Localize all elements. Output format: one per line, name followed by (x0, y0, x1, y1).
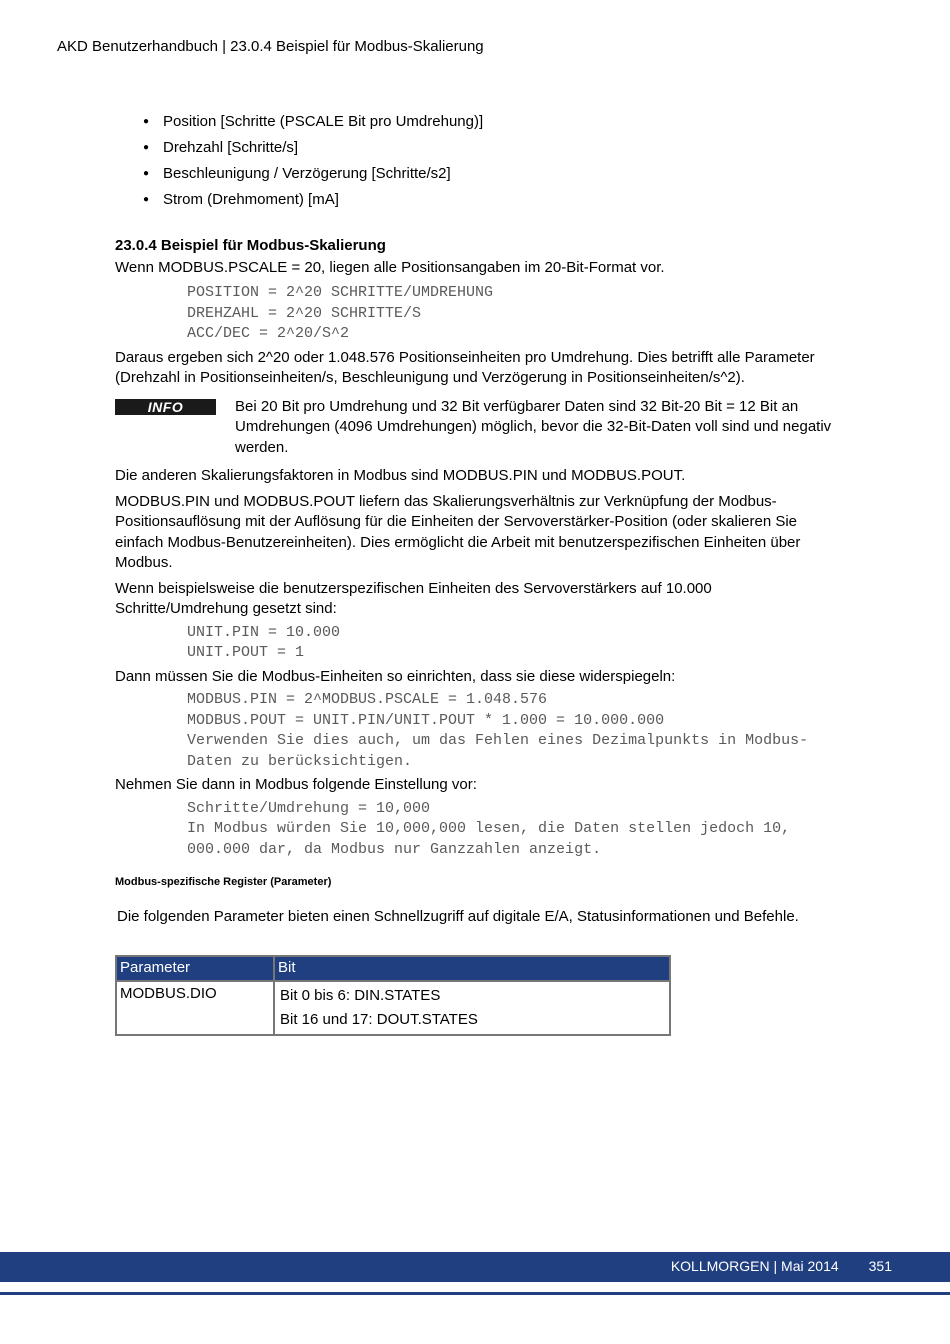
code-line: UNIT.POUT = 1 (187, 644, 305, 661)
registers-lead: Die folgenden Parameter bieten einen Schnellzugriff auf digitale E/A, Statusinformationen und Befehle. (117, 907, 799, 925)
intro-paragraph: Wenn MODBUS.PSCALE = 20, liegen alle Positionsangaben im 20-Bit-Format vor. (115, 258, 665, 276)
code-block-scaling (115, 283, 835, 345)
list-item: ● Drehzahl [Schritte/s] (115, 138, 835, 159)
column-header-parameter: Parameter (116, 956, 274, 981)
column-header-bit: Bit (274, 956, 670, 981)
page-number: 351 (868, 1258, 892, 1274)
code-line: In Modbus würden Sie 10,000,000 lesen, die Daten stellen jedoch 10, 000.000 dar, da Modbus nur Ganzzahlen anzeigt. (187, 820, 800, 858)
table-header-row (116, 956, 670, 981)
paragraph: Wenn beispielsweise die benutzerspezifischen Einheiten des Servoverstärkers auf 10.000 Schritte/Umdrehung gesetzt sind: (115, 579, 712, 617)
page-footer (0, 1252, 950, 1282)
page-header: AKD Benutzerhandbuch | 23.0.4 Beispiel für Modbus-Skalierung (57, 38, 484, 55)
footer-text: KOLLMORGEN | Mai 2014 (670, 1258, 839, 1274)
bit-entry: Bit 0 bis 6: DIN.STATES (280, 986, 441, 1004)
code-line: POSITION = 2^20 SCHRITTE/UMDREHUNG (187, 284, 494, 301)
footer-rule (0, 1292, 950, 1295)
code-line: UNIT.PIN = 10.000 (187, 623, 341, 641)
list-item: ● Strom (Drehmoment) [mA] (115, 190, 835, 211)
list-item: ● Position [Schritte (PSCALE Bit pro Umdrehung)] (115, 112, 835, 133)
paragraph: Dann müssen Sie die Modbus-Einheiten so einrichten, dass sie diese widerspiegeln: (115, 667, 676, 685)
code-block-setting (115, 799, 835, 861)
paragraph: Nehmen Sie dann in Modbus folgende Einstellung vor: (115, 776, 477, 793)
code-line: Schritte/Umdrehung = 10,000 (187, 799, 431, 817)
list-item: ● Beschleunigung / Verzögerung [Schritte/s2] (115, 164, 835, 185)
page-content (115, 112, 835, 1036)
registers-subheading: Modbus-spezifische Register (Parameter) (115, 876, 332, 888)
code-block-modbus-units (115, 690, 835, 772)
info-box (115, 397, 835, 459)
code-line: ACC/DEC = 2^20/S^2 (187, 325, 350, 342)
unit-list (115, 112, 835, 211)
code-line: MODBUS.PIN = 2^MODBUS.PSCALE = 1.048.576 (187, 691, 548, 708)
paragraph: Daraus ergeben sich 2^20 oder 1.048.576 Positionseinheiten pro Umdrehung. Dies betrifft alle Parameter (Drehzahl in Positionseinheiten/s, Beschleunigung und Verzögerung in Positionseinheiten/s^2). (115, 348, 815, 386)
info-text: Bei 20 Bit pro Umdrehung und 32 Bit verfügbarer Daten sind 32 Bit-20 Bit = 12 Bit an Umdrehungen (4096 Umdrehungen) möglich, bevor die 32-Bit-Daten voll sind und negativ werden. (235, 397, 832, 456)
registers-table (115, 955, 671, 1036)
code-block-units (115, 623, 835, 664)
info-badge: INFO (115, 399, 216, 415)
code-line: DREHZAHL = 2^20 SCHRITTE/S (187, 304, 422, 322)
section-heading: 23.0.4 Beispiel für Modbus-Skalierung (115, 236, 386, 254)
paragraph: MODBUS.PIN und MODBUS.POUT liefern das Skalierungsverhältnis zur Verknüpfung der Modbus-Positionsauflösung mit der Auflösung für die Einheiten der Servoverstärker-Position (oder skalieren Sie einfach Modbus-Benutzereinheiten). Dies ermöglicht die Arbeit mit benutzerspezifischen Einheiten über Modbus. (115, 492, 801, 571)
code-line: Verwenden Sie dies auch, um das Fehlen eines Dezimalpunkts in Modbus-Daten zu berücksichtigen. (187, 732, 809, 770)
paragraph: Die anderen Skalierungsfaktoren in Modbus sind MODBUS.PIN und MODBUS.POUT. (115, 467, 686, 484)
cell-bits (274, 981, 670, 1035)
bit-entry: Bit 16 und 17: DOUT.STATES (280, 1010, 478, 1028)
code-line: MODBUS.POUT = UNIT.PIN/UNIT.POUT * 1.000 = 10.000.000 (187, 711, 665, 729)
cell-parameter: MODBUS.DIO (116, 981, 274, 1035)
table-row (116, 981, 670, 1035)
footer-text-wrap (671, 1258, 892, 1274)
